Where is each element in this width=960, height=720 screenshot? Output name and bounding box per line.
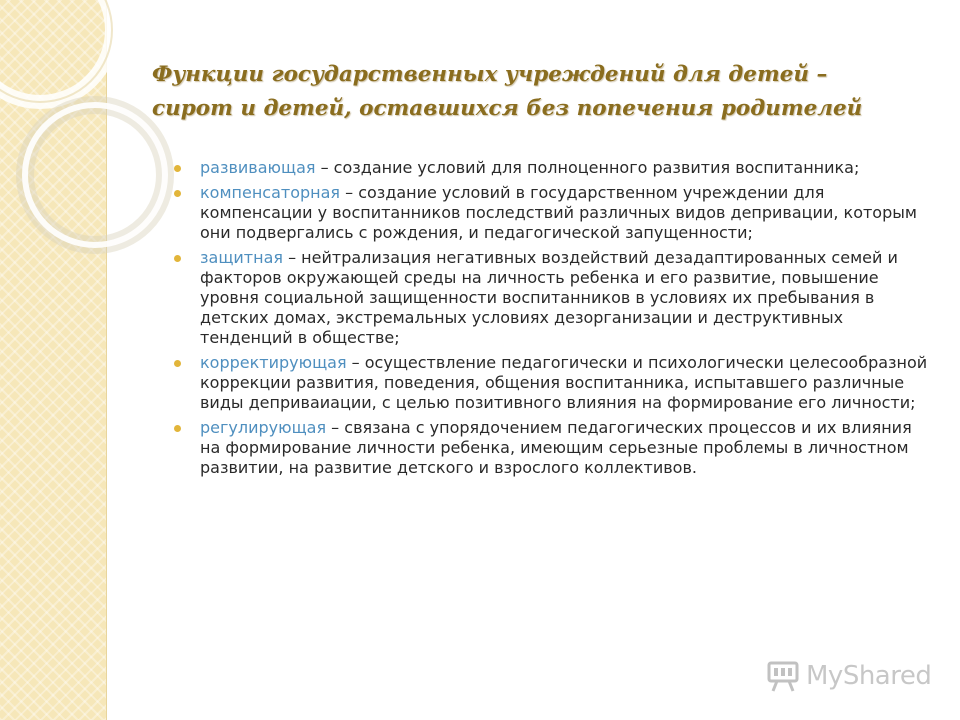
item-text: – связана с упорядочением педагогических процессов и их влияния на формирование личности ребенка, имеющим серьезные проблемы в личностном развитии, на развитие детского и взрослого коллективов. [200, 418, 912, 477]
list-item-corrective [168, 353, 928, 413]
bullet-dot-icon [174, 165, 181, 172]
list-item-compensatory [168, 183, 928, 243]
list-item-regulating [168, 418, 928, 478]
slide-title-line-2: сирот и детей, оставшихся без попечения родителей [152, 96, 863, 121]
presentation-board-icon [766, 659, 800, 693]
functions-list [168, 158, 928, 483]
item-term: защитная [200, 248, 283, 267]
item-term: регулирующая [200, 418, 327, 437]
bullet-dot-icon [174, 255, 181, 262]
item-term: корректирующая [200, 353, 347, 372]
bullet-dot-icon [174, 425, 181, 432]
bullet-dot-icon [174, 190, 181, 197]
item-term: компенсаторная [200, 183, 341, 202]
watermark-logo [766, 656, 936, 696]
item-text: – нейтрализация негативных воздействий дезадаптированных семей и факторов окружающей среды на личность ребенка и его развитие, повышение уровня социальной защищенности воспитанников в условиях их пребывания в детских домах, экстремальных условиях дезорганизации и деструктивных тенденций в обществе; [200, 248, 898, 347]
slide-title [152, 58, 912, 126]
list-item-protective [168, 248, 928, 348]
item-text: – создание условий для полноценного развития воспитанника; [315, 158, 860, 177]
item-text: – создание условий в государственном учреждении для компенсации у воспитанников последствий различных видов депривации, которым они подвергались с рождения, и педагогической запущенности; [200, 183, 917, 242]
item-term: развивающая [200, 158, 316, 177]
watermark-text: MyShared [806, 661, 932, 691]
list-item-developing [168, 158, 928, 178]
bullet-dot-icon [174, 360, 181, 367]
item-text: – осуществление педагогически и психологически целесообразной коррекции развития, поведения, общения воспитанника, испытавшего различные виды деприваиации, с целью позитивного влияния на формирование его личности; [200, 353, 928, 412]
slide-title-line-1: Функции государственных учреждений для детей – [152, 62, 828, 87]
